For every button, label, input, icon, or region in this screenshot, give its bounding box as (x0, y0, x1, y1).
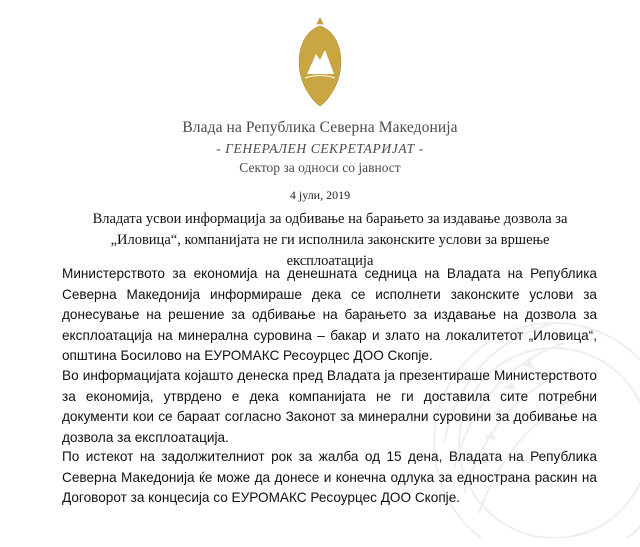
body-paragraph: Во информацијата којашто денеска пред Владата ја презентираше Министерството за економија, утврдено е дека компанијата не ги доставила сите потребни документи кои се бараат согласно Законот за минерални суровини за добивање на дозвола за експлоатација. (62, 368, 597, 445)
state-emblem-icon (294, 16, 346, 108)
body-paragraph: По истекот на задолжителниот рок за жалба од 15 дена, Владата на Република Северна Македонија ќе може да донесе и конечна одлука за еднострана раскин на Договорот за концесија со ЕУРОМАКС Ресоурцес ДОО Скопје. (62, 449, 597, 505)
body-paragraph: Министерството за економија на денешната седница на Владата на Република Северна Македонија информираше дека се исполнети законските услови за донесување на решение за одбивање на барањето за издавање на дозвола за експлоатација на минерална суровина – бакар и злато на локалитетот „Иловица“, општина Босилово на ЕУРОМАКС Ресоурцес ДОО Скопје. (62, 266, 597, 363)
department-name: - ГЕНЕРАЛЕН СЕКРЕТАРИЈАТ - (216, 141, 424, 156)
press-release-date: 4 јули, 2019 (289, 188, 351, 202)
government-title: Влада на Република Северна Македонија (182, 119, 458, 136)
sector-name: Сектор за односи со јавност (239, 160, 401, 175)
press-release-headline: Владата усвои информација за одбивање на барањето за издавање дозвола за „Иловица“, компанијата не ги исполнила законските услови за вршење експлоатација (92, 211, 568, 269)
